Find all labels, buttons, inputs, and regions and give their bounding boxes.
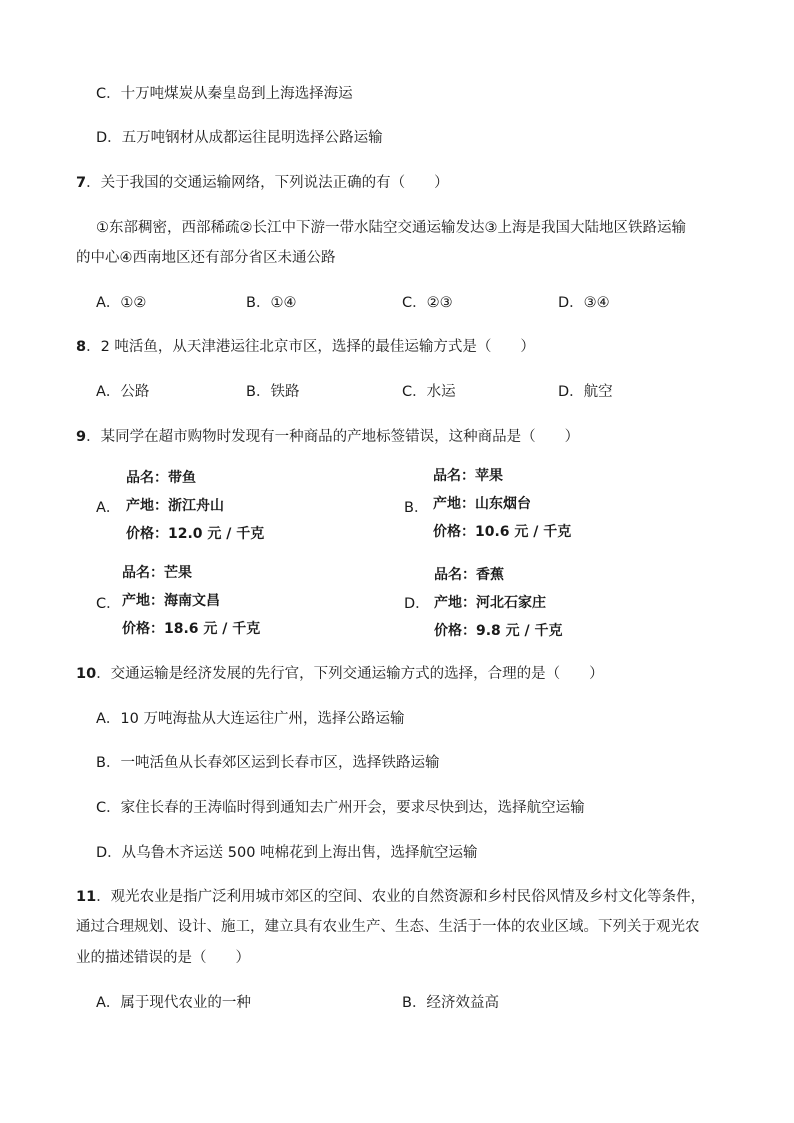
q9-card-a-name: 品名：带鱼 [126, 470, 196, 486]
q9-stem-text: ．某同学在超市购物时发现有一种商品的产地标签错误，这种商品是（ ） [86, 429, 580, 445]
q9-card-a-price: 价格：12.0 元 / 千克 [126, 526, 265, 542]
q9-card-a-origin: 产地：浙江舟山 [126, 498, 224, 514]
q8-stem-text: ．2 吨活鱼，从天津港运往北京市区，选择的最佳运输方式是（ ） [86, 339, 535, 355]
q9-option-c-letter: C． [96, 596, 121, 612]
q10-stem-text: ．交通运输是经济发展的先行官，下列交通运输方式的选择，合理的是（ ） [96, 666, 604, 682]
q11-stem-text: ．观光农业是指广泛利用城市郊区的空间、农业的自然资源和乡村民俗风情及乡村文化等条件， [96, 889, 706, 905]
q10-stem [76, 662, 604, 683]
q10-option-d: D．从乌鲁木齐运送 500 吨棉花到上海出售，选择航空运输 [96, 845, 478, 861]
q10-option-a: A．10 万吨海盐从大连运往广州，选择公路运输 [96, 711, 405, 727]
q11-stem-line1 [76, 885, 705, 906]
q11-stem-line2: 通过合理规划、设计、施工，建立具有农业生产、生态、生活于一体的农业区域。下列关于观光农 [76, 919, 700, 935]
q8-option-c: C．水运 [402, 384, 456, 400]
q9-option-a-letter: A． [96, 500, 121, 516]
q11-option-b: B．经济效益高 [402, 995, 499, 1011]
q8-option-b: B．铁路 [246, 384, 300, 400]
q10-option-c: C．家住长春的王涛临时得到通知去广州开会，要求尽快到达，选择航空运输 [96, 800, 585, 816]
q9-card-d-origin: 产地：河北石家庄 [434, 595, 546, 611]
q9-card-d-name: 品名：香蕉 [434, 567, 504, 583]
q7-stem [76, 171, 449, 192]
q8-option-d: D．航空 [558, 384, 613, 400]
q9-number: 9 [76, 429, 87, 445]
q9-card-b-origin: 产地：山东烟台 [433, 496, 531, 512]
q9-card-c-price: 价格：18.6 元 / 千克 [122, 621, 261, 637]
q7-number: 7 [76, 175, 87, 191]
q8-option-a: A．公路 [96, 384, 150, 400]
q9-card-b-name: 品名：苹果 [433, 468, 503, 484]
q9-card-c-origin: 产地：海南文昌 [122, 593, 220, 609]
q7-body-line2: 的中心④西南地区还有部分省区未通公路 [76, 250, 336, 266]
q10-option-b: B．一吨活鱼从长春郊区运到长春市区，选择铁路运输 [96, 755, 440, 771]
q6-option-d: D．五万吨钢材从成都运往昆明选择公路运输 [96, 130, 383, 146]
q8-number: 8 [76, 339, 87, 355]
q9-option-d-letter: D． [404, 596, 430, 612]
q7-option-b: B．①④ [246, 295, 297, 311]
q6-option-c: C．十万吨煤炭从秦皇岛到上海选择海运 [96, 86, 353, 102]
q9-stem [76, 425, 579, 446]
q7-option-d: D．③④ [558, 295, 610, 311]
q11-number: 11 [76, 889, 97, 905]
q7-option-a: A．①② [96, 295, 147, 311]
q9-card-d-price: 价格：9.8 元 / 千克 [434, 623, 563, 639]
q10-number: 10 [76, 666, 97, 682]
q7-body-line1: ①东部稠密，西部稀疏②长江中下游一带水陆空交通运输发达③上海是我国大陆地区铁路运输 [96, 220, 686, 236]
q9-option-b-letter: B． [404, 500, 429, 516]
q11-option-a: A．属于现代农业的一种 [96, 995, 251, 1011]
q11-stem-line3: 业的描述错误的是（ ） [76, 950, 250, 966]
q9-card-c-name: 品名：芒果 [122, 565, 192, 581]
q7-option-c: C．②③ [402, 295, 453, 311]
q7-stem-text: ．关于我国的交通运输网络，下列说法正确的有（ ） [86, 175, 449, 191]
q8-stem [76, 335, 535, 356]
q9-card-b-price: 价格：10.6 元 / 千克 [433, 524, 572, 540]
